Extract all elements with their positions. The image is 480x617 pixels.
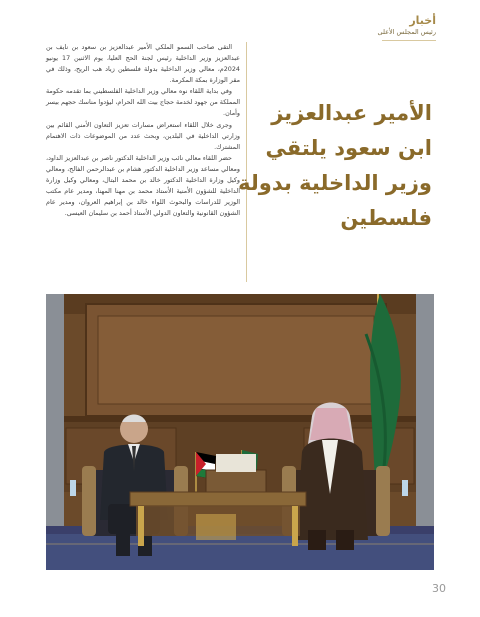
headline-line-2: ابن سعود يلتقي: [265, 136, 432, 160]
paragraph-4: حضر اللقاء معالي نائب وزير الداخلية الدكتور ناصر بن عبدالعزيز الداود، ومعالي مساعد وزير الداخلية الدكتور هشام بن عبدالرحمن الفالح، ومعالي وكيل وزارة الداخلية الدكتور خالد بن محمد البتال، ومعالي وكيل وزارة الداخلية للشؤون الأمنية الأستاذ محمد بن مهنا المهنا، ومدير عام مكتب الوزير للدراسات والبحوث اللواء خالد بن إبراهيم العروان، ومدير عام الشؤون القانونية والتعاون الدولي الأستاذ أحمد بن سليمان العيسى.: [46, 154, 240, 217]
paragraph-3: وجرى خلال اللقاء استعراض مسارات تعزيز التعاون الأمني القائم بين وزارتي الداخلية في البلدين، وبحث عدد من الموضوعات ذات الاهتمام المشترك.: [46, 120, 240, 151]
article-headline: [238, 96, 432, 236]
headline-line-3: وزير الداخلية بدولة: [238, 171, 432, 195]
section-header: [378, 14, 436, 37]
header-rule: [382, 40, 436, 41]
column-divider: [246, 42, 247, 282]
page-number: 30: [432, 582, 446, 595]
section-title: أخبار: [409, 14, 436, 27]
article-body: [46, 42, 240, 220]
section-subtitle: رئيس المجلس الأعلى: [377, 28, 436, 36]
paragraph-1: التقى صاحب السمو الملكي الأمير عبدالعزيز بن سعود بن نايف بن عبدالعزيز وزير الداخلية رئيس لجنة الحج العليا، يوم الاثنين 17 يونيو 2024م، معالي وزير الداخلية بدولة فلسطين زياد هب الريح، وذلك في مقر الوزارة بمكة المكرمة.: [46, 43, 240, 84]
headline-line-1: الأمير عبدالعزيز: [271, 101, 432, 125]
meeting-photo: [46, 294, 434, 570]
headline-line-4: فلسطين: [340, 206, 432, 230]
paragraph-2: وفي بداية اللقاء نوه معالي وزير الداخلية الفلسطيني بما تقدمه حكومة المملكة من جهود لخدمة حجاج بيت الله الحرام، ليؤدوا مناسك حجهم بيسر وأمان.: [46, 87, 240, 118]
